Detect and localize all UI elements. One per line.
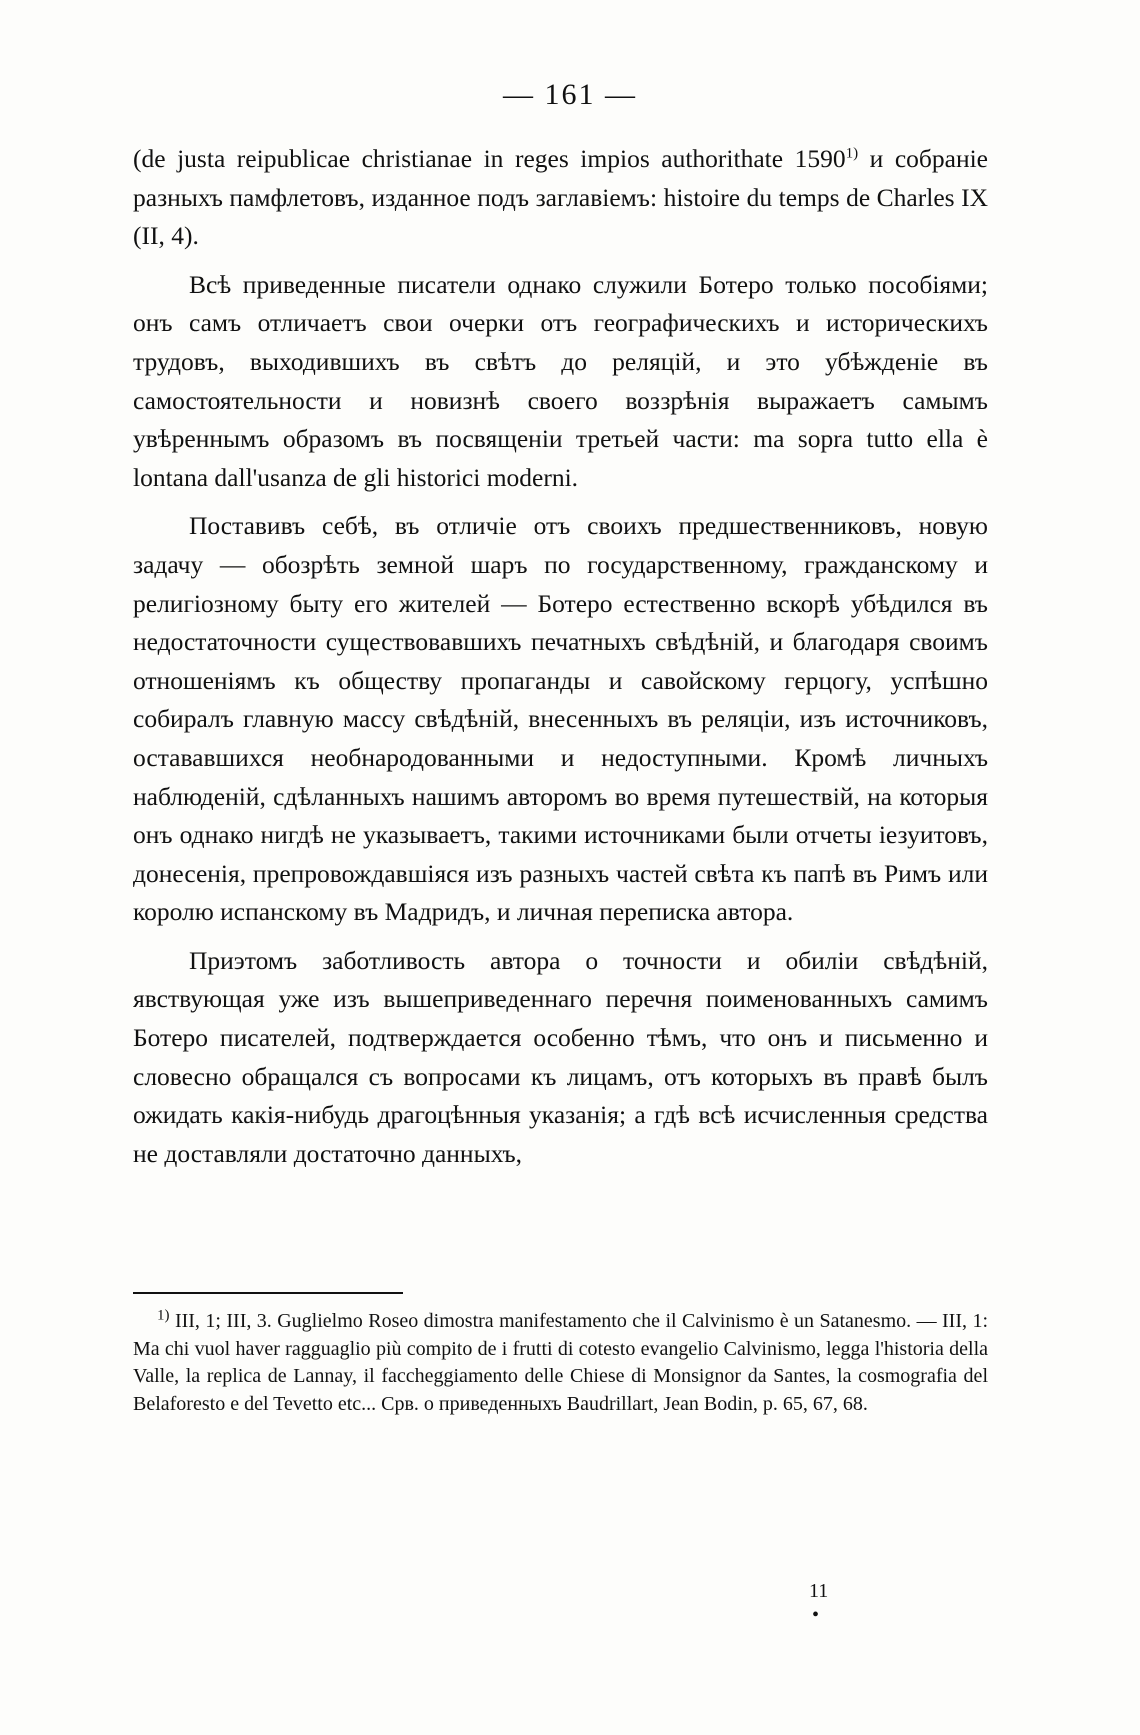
paragraph-continuation xyxy=(133,140,988,256)
footnote-reference: 1) xyxy=(845,145,859,162)
paragraph-text: (de justa reipublicae christianae in reges impios authorithate 1590 xyxy=(133,144,846,173)
footnote-text: III, 1; III, 3. Guglielmo Roseo dimostra manifestamento che il Calvinismo è un Satanesmo. — III, 1: Ma chi vuol haver ragguaglio più compito de i frutti di cotesto evangelio Calvinismo, legga l'historia della Valle, la replica de Lannay, il facchеggiamento delle Chiese di Monsignor da Santes, la cosmografia del Belaforesto e del Tevetto etc... Срв. о приведенныхъ Baudrillart, Jean Bodin, p. 65, 67, 68. xyxy=(133,1310,988,1415)
footnote-divider xyxy=(133,1292,403,1294)
main-text xyxy=(133,140,988,1173)
footnotes xyxy=(133,1308,988,1418)
signature-dot: • xyxy=(812,1604,820,1626)
paragraph: Приэтомъ заботливость автора о точности и обиліи свѣдѣній, явствующая уже изъ вышеприведеннаго перечня поименованныхъ самимъ Ботеро писателей, подтверждается особенно тѣмъ, что онъ и письменно и словесно обращался съ вопросами къ лицамъ, отъ которыхъ въ правѣ былъ ожидать какія-нибудь драгоцѣнныя указанія; а гдѣ всѣ исчисленныя средства не доставляли достаточно данныхъ, xyxy=(133,945,988,1168)
paragraph: Всѣ приведенные писатели однако служили Ботеро только пособіями; онъ самъ отличаетъ свои очерки отъ географическихъ и историческихъ трудовъ, выходившихъ въ свѣтъ до реляцій, и это убѣжденіе въ самостоятельности и новизнѣ своего воззрѣнія выражаетъ самымъ увѣреннымъ образомъ въ посвященіи третьей части: ma sopra tutto ella è lontana dall'usanza de gli historici moderni. xyxy=(133,269,988,492)
paragraph-text: и собраніе разныхъ памфлетовъ, изданное подъ заглавіемъ: histoire du temps de Charles IX (II, 4). xyxy=(133,144,988,251)
signature-mark: 11 xyxy=(809,1580,829,1602)
page-number: — 161 — xyxy=(503,78,637,111)
paragraph: Поставивъ себѣ, въ отличіе отъ своихъ предшественниковъ, новую задачу — обозрѣть земной шаръ по государственному, гражданскому и религіозному быту его жителей — Ботеро естественно вскорѣ убѣдился въ недостаточности существовавшихъ печатныхъ свѣдѣній, и благодаря своимъ отношеніямъ къ обществу пропаганды и савойскому герцогу, успѣшно собиралъ главную массу свѣдѣній, внесенныхъ въ реляціи, изъ источниковъ, остававшихся необнародованными и недоступными. Кромѣ личныхъ наблюденій, сдѣланныхъ нашимъ авторомъ во время путешествій, на которыя онъ однако нигдѣ не указываетъ, такими источниками были отчеты іезуитовъ, донесенія, препровождавшіяся изъ разныхъ частей свѣта къ папѣ въ Римъ или королю испанскому въ Мадридъ, и личная переписка автора. xyxy=(133,511,988,927)
footnote xyxy=(133,1308,988,1418)
footnote-marker: 1) xyxy=(157,1307,170,1324)
